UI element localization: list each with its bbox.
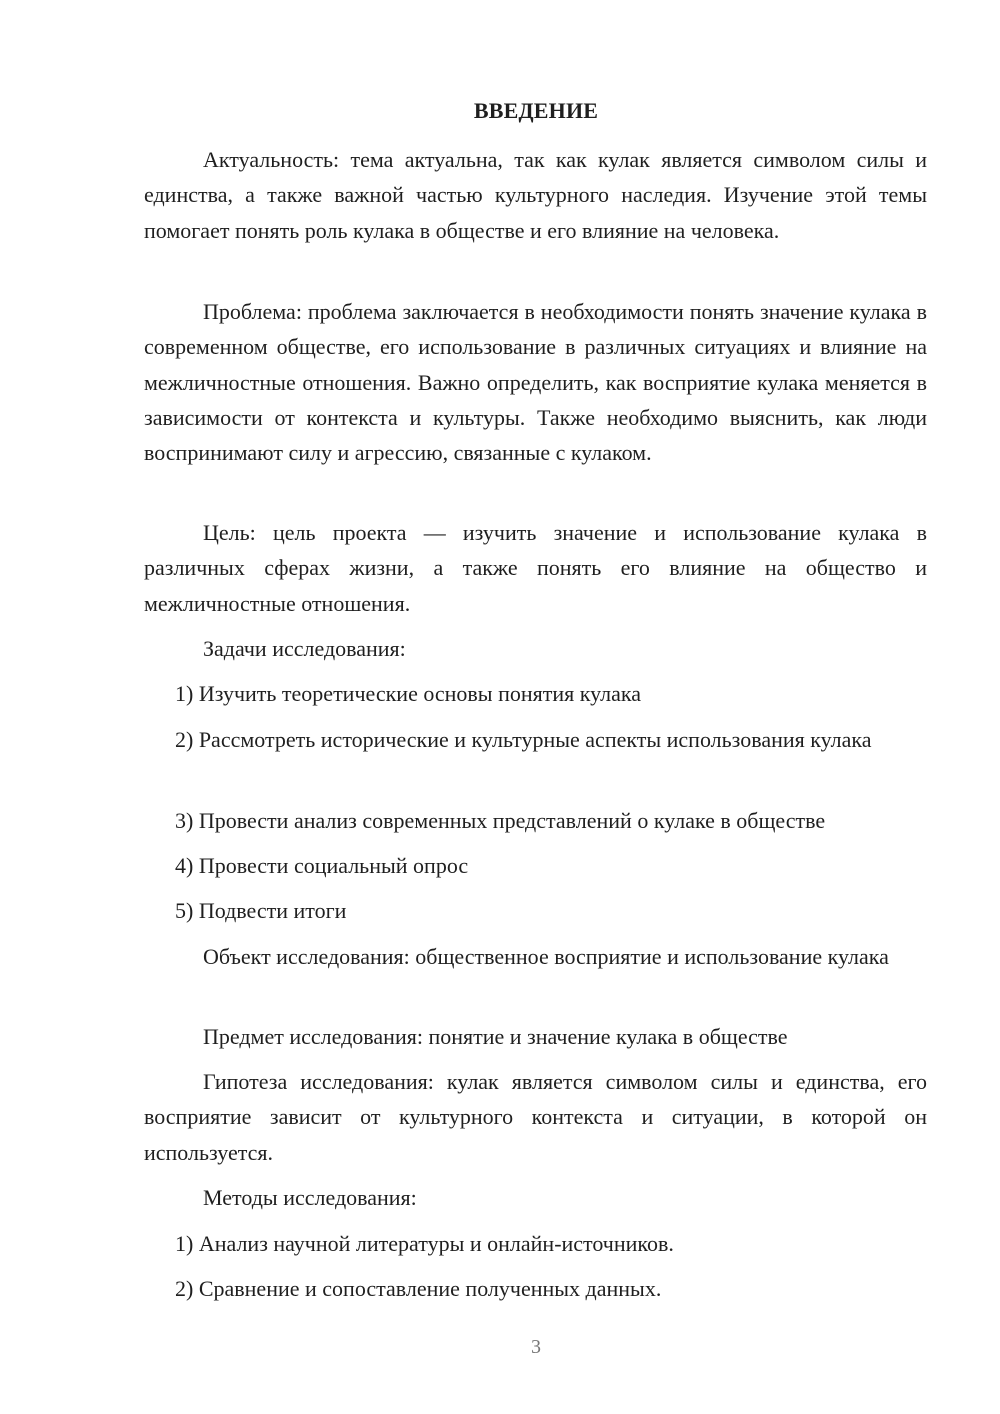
- goal-paragraph: Цель: цель проекта — изучить значение и использование кулака в различных сферах жизни, а также понять его влияние на общество и межличностные отношения.: [144, 520, 927, 616]
- object-paragraph: Объект исследования: общественное восприятие и использование кулака: [203, 944, 889, 969]
- method-item-2: 2) Сравнение и сопоставление полученных данных.: [175, 1276, 662, 1301]
- subject-paragraph: Предмет исследования: понятие и значение кулака в обществе: [203, 1024, 788, 1049]
- task-item-1: 1) Изучить теоретические основы понятия кулака: [175, 681, 642, 706]
- problem-paragraph: Проблема: проблема заключается в необходимости понять значение кулака в современном обществе, его использование в различных ситуациях и влияние на межличностные отношения. Важно определить, как восприятие кулака меняется в зависимости от контекста и культуры. Также необходимо выяснить, как люди воспринимают силу и агрессию, связанные с кулаком.: [144, 299, 927, 466]
- section-title: ВВЕДЕНИЕ: [473, 98, 599, 123]
- methods-heading: Методы исследования:: [203, 1185, 417, 1210]
- relevance-paragraph: Актуальность: тема актуальна, так как кулак является символом силы и единства, а также важной частью культурного наследия. Изучение этой темы помогает понять роль кулака в обществе и его влияние на человека.: [144, 147, 927, 243]
- hypothesis-paragraph: Гипотеза исследования: кулак является символом силы и единства, его восприятие зависит от культурного контекста и ситуации, в которой он используется.: [144, 1069, 927, 1165]
- page-number: 3: [531, 1336, 541, 1358]
- task-item-2: 2) Рассмотреть исторические и культурные аспекты использования кулака: [175, 727, 872, 752]
- task-item-4: 4) Провести социальный опрос: [175, 853, 469, 878]
- task-item-3: 3) Провести анализ современных представлений о кулаке в обществе: [175, 808, 826, 833]
- tasks-heading: Задачи исследования:: [203, 636, 406, 661]
- task-item-5: 5) Подвести итоги: [175, 898, 347, 923]
- method-item-1: 1) Анализ научной литературы и онлайн-источников.: [175, 1231, 674, 1256]
